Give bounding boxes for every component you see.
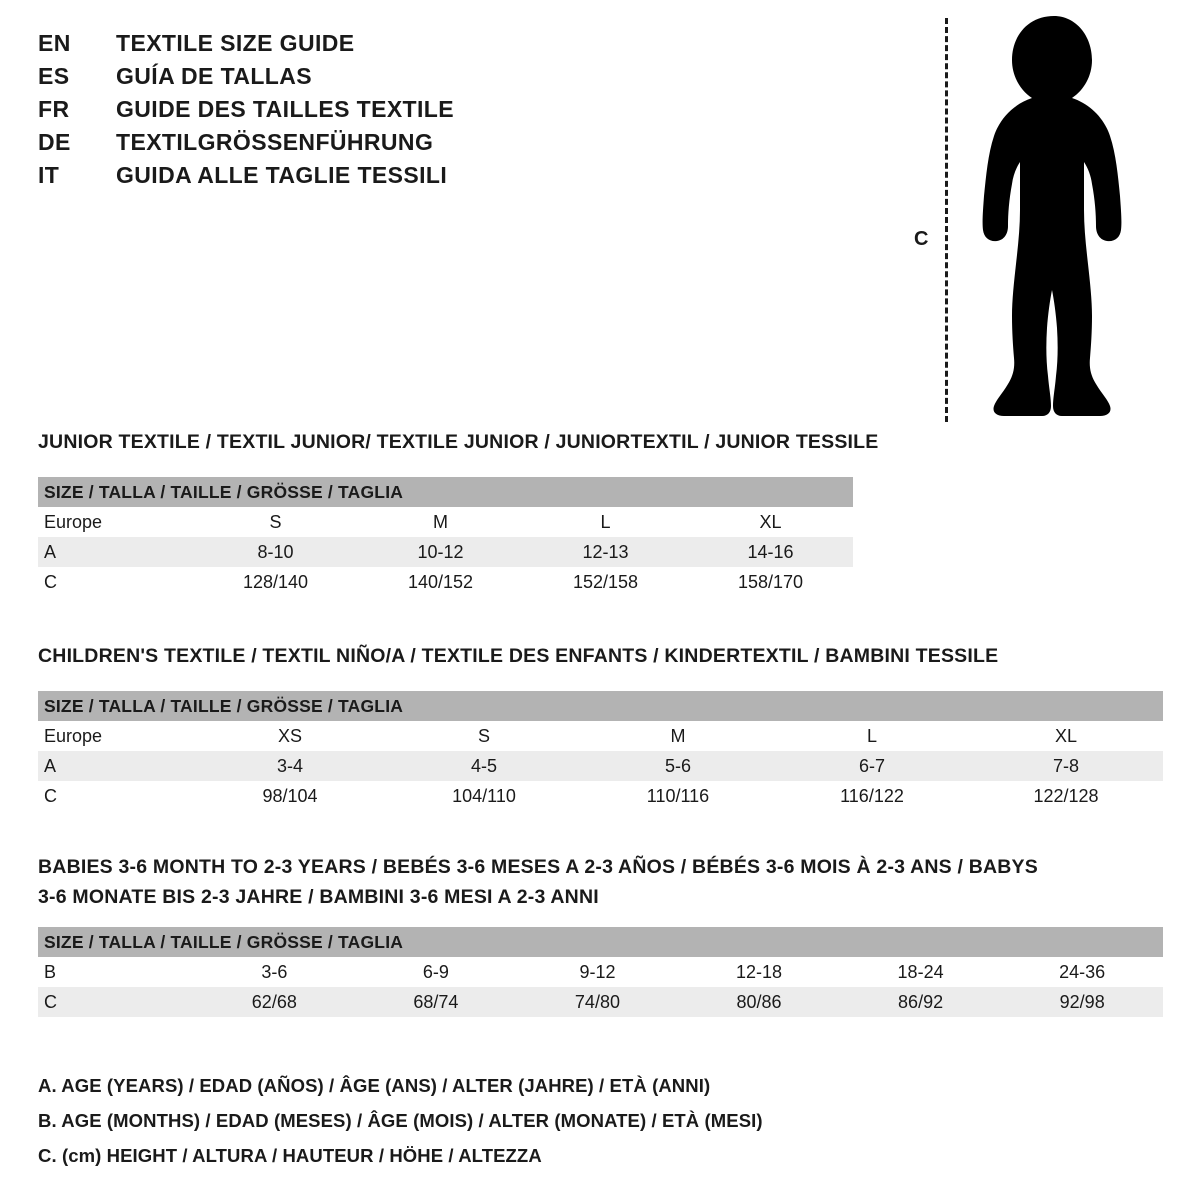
cell: 10-12	[417, 541, 464, 562]
cell: S	[269, 511, 282, 532]
cell: 110/116	[646, 785, 710, 806]
cell: 116/122	[840, 785, 904, 806]
cell: 24-36	[1059, 961, 1106, 982]
cell: 68/74	[413, 991, 459, 1012]
table-band-label: SIZE / TALLA / TAILLE / GRÖSSE / TAGLIA	[38, 927, 1163, 957]
cell: 5-6	[664, 755, 691, 776]
row-label: A	[44, 541, 57, 562]
cell: M	[670, 725, 686, 746]
cell: 14-16	[747, 541, 794, 562]
cell: S	[477, 725, 490, 746]
section-title-junior: JUNIOR TEXTILE / TEXTIL JUNIOR/ TEXTILE JUNIOR / JUNIORTEXTIL / JUNIOR TESSILE	[38, 431, 879, 453]
language-code: IT	[38, 162, 60, 188]
cell: 9-12	[579, 961, 616, 982]
legend-line-b: B. AGE (MONTHS) / EDAD (MESES) / ÂGE (MOIS) / ALTER (MONATE) / ETÀ (MESI)	[38, 1110, 763, 1131]
cell: L	[866, 725, 877, 746]
table-row	[38, 781, 1163, 811]
cell: 98/104	[262, 785, 318, 806]
cell: 122/128	[1033, 785, 1099, 806]
legend-line-c: C. (cm) HEIGHT / ALTURA / HAUTEUR / HÖHE / ALTEZZA	[38, 1145, 542, 1166]
table-row	[38, 957, 1163, 987]
row-label: C	[44, 571, 57, 592]
table-band-row	[38, 477, 853, 507]
cell: 8-10	[257, 541, 294, 562]
cell: 12-13	[582, 541, 629, 562]
language-code: EN	[38, 30, 71, 56]
language-title: TEXTILGRÖSSENFÜHRUNG	[116, 129, 434, 155]
row-label: C	[44, 991, 57, 1012]
cell: L	[600, 511, 611, 532]
language-row	[38, 162, 638, 195]
table-band-label: SIZE / TALLA / TAILLE / GRÖSSE / TAGLIA	[38, 477, 853, 507]
height-marker-label: C	[914, 228, 929, 250]
row-label: C	[44, 785, 57, 806]
cell: 62/68	[251, 991, 297, 1012]
table-row	[38, 507, 853, 537]
language-title: TEXTILE SIZE GUIDE	[116, 30, 355, 56]
table-band-row	[38, 927, 1163, 957]
junior-size-table	[38, 477, 853, 597]
row-label: Europe	[44, 725, 103, 746]
cell: XS	[277, 725, 302, 746]
cell: 3-6	[261, 961, 288, 982]
language-row	[38, 63, 638, 96]
cell: 4-5	[470, 755, 497, 776]
language-title: GUIDE DES TAILLES TEXTILE	[116, 96, 454, 122]
language-title: GUIDA ALLE TAGLIE TESSILI	[116, 162, 448, 188]
cell: M	[433, 511, 448, 532]
language-row	[38, 129, 638, 162]
legend-line-a: A. AGE (YEARS) / EDAD (AÑOS) / ÂGE (ANS) / ALTER (JAHRE) / ETÀ (ANNI)	[38, 1075, 711, 1096]
language-row	[38, 96, 638, 129]
cell: 92/98	[1059, 991, 1105, 1012]
cell: 6-7	[858, 755, 885, 776]
height-figure	[900, 10, 1160, 430]
language-code: DE	[38, 129, 71, 155]
table-row	[38, 537, 853, 567]
cell: 80/86	[736, 991, 782, 1012]
cell: 74/80	[574, 991, 620, 1012]
row-label: Europe	[44, 511, 103, 532]
row-label: A	[44, 755, 57, 776]
cell: 86/92	[898, 991, 944, 1012]
cell: 128/140	[242, 571, 309, 592]
cell: XL	[759, 511, 782, 532]
cell: 12-18	[735, 961, 783, 982]
language-row	[38, 30, 638, 63]
height-dashed-line	[945, 18, 948, 422]
babies-size-table	[38, 927, 1163, 1017]
legend	[38, 1068, 938, 1173]
language-title: GUÍA DE TALLAS	[116, 63, 312, 89]
cell: 3-4	[276, 755, 303, 776]
table-row	[38, 987, 1163, 1017]
child-silhouette-icon	[950, 14, 1150, 426]
cell: 158/170	[737, 571, 804, 592]
section-title-children: CHILDREN'S TEXTILE / TEXTIL NIÑO/A / TEXTILE DES ENFANTS / KINDERTEXTIL / BAMBINI TESSILE	[38, 645, 999, 667]
cell: 104/110	[452, 785, 516, 806]
language-code: ES	[38, 63, 70, 89]
cell: XL	[1054, 725, 1078, 746]
table-row	[38, 751, 1163, 781]
table-band-row	[38, 691, 1163, 721]
table-band-label: SIZE / TALLA / TAILLE / GRÖSSE / TAGLIA	[38, 691, 1163, 721]
table-row	[38, 567, 853, 597]
cell: 6-9	[422, 961, 449, 982]
cell: 7-8	[1052, 755, 1079, 776]
table-row	[38, 721, 1163, 751]
language-code: FR	[38, 96, 70, 122]
language-header	[38, 30, 638, 195]
cell: 140/152	[407, 571, 474, 592]
children-size-table	[38, 691, 1163, 811]
cell: 152/158	[572, 571, 639, 592]
row-label: B	[44, 961, 57, 982]
section-title-babies: BABIES 3-6 MONTH TO 2-3 YEARS / BEBÉS 3-6 MESES A 2-3 AÑOS / BÉBÉS 3-6 MOIS À 2-3 ANS / BABYS 3-6 MONATE BIS 2-3 JAHRE / BAMBINI 3-6 MESI A 2-3 ANNI	[38, 856, 1038, 908]
cell: 18-24	[897, 961, 944, 982]
